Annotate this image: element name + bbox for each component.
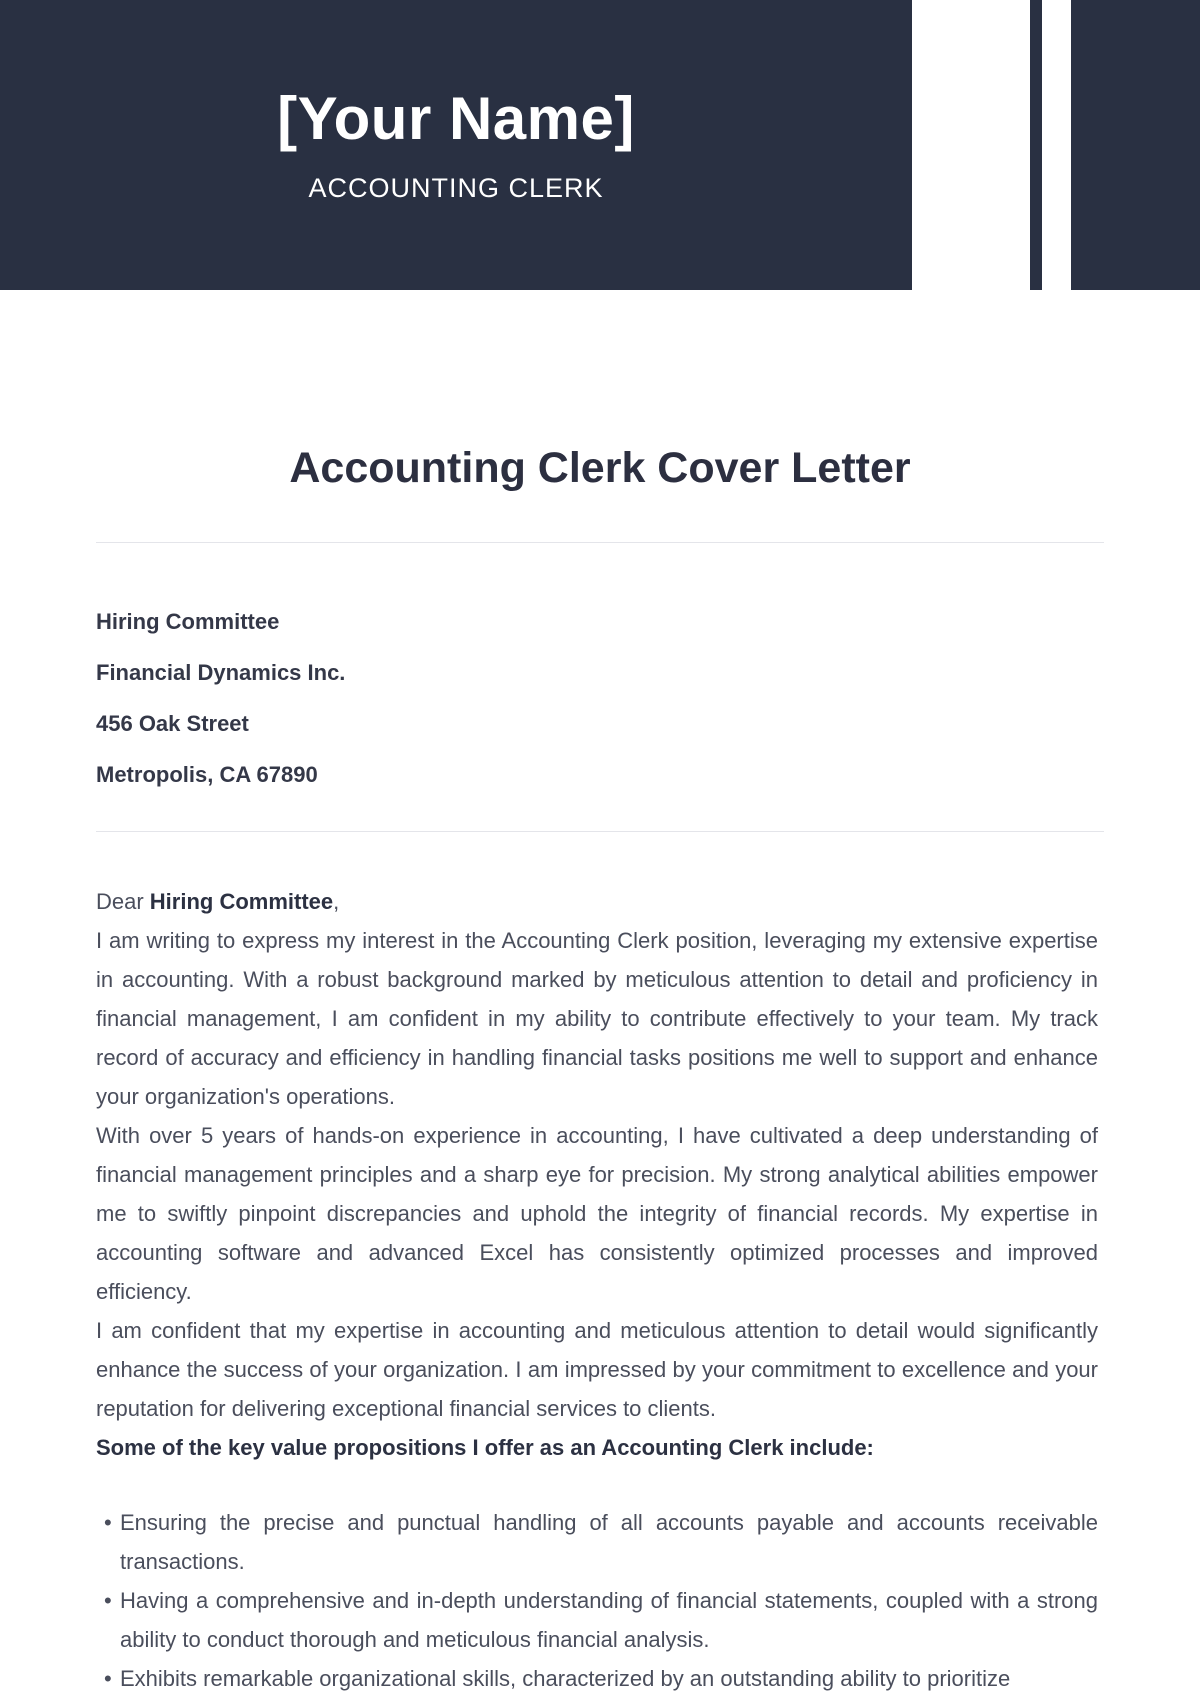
recipient-company: Financial Dynamics Inc.	[96, 660, 346, 685]
letter-body	[96, 882, 1098, 1698]
salutation	[96, 882, 1098, 921]
salutation-suffix: ,	[333, 889, 340, 914]
job-title: ACCOUNTING CLERK	[308, 173, 604, 203]
divider-top	[96, 542, 1104, 543]
decorative-stripe-wide	[1071, 0, 1200, 290]
list-item-text: Ensuring the precise and punctual handling of all accounts payable and accounts receivable transactions.	[120, 1510, 1098, 1574]
list-item-text: Having a comprehensive and in-depth understanding of financial statements, coupled with a strong ability to conduct thorough and meticulous financial analysis.	[120, 1588, 1098, 1652]
paragraph-intro: I am writing to express my interest in the Accounting Clerk position, leveraging my extensive expertise in accounting. With a robust background marked by meticulous attention to detail and proficiency in financial management, I am confident in my ability to contribute effectively to your team. My track record of accuracy and efficiency in handling financial tasks positions me well to support and enhance your organization's operations.	[96, 928, 1098, 1109]
paragraph-confidence: I am confident that my expertise in accounting and meticulous attention to detail would significantly enhance the success of your organization. I am impressed by your commitment to excellence and your reputation for delivering exceptional financial services to clients.	[96, 1318, 1098, 1421]
applicant-name: [Your Name]	[277, 85, 635, 152]
bullet-icon: •	[104, 1666, 112, 1691]
list-item	[96, 1659, 1098, 1698]
salutation-prefix: Dear	[96, 889, 150, 914]
recipient-city: Metropolis, CA 67890	[96, 762, 318, 787]
header-banner	[0, 0, 912, 290]
document-title: Accounting Clerk Cover Letter	[289, 444, 911, 492]
list-item	[96, 1581, 1098, 1659]
bullet-icon: •	[104, 1510, 112, 1535]
value-propositions-lead: Some of the key value propositions I offer as an Accounting Clerk include:	[96, 1435, 874, 1460]
divider-bottom	[96, 831, 1104, 832]
decorative-stripe-thin	[1030, 0, 1042, 290]
recipient-name: Hiring Committee	[96, 609, 280, 634]
list-item	[96, 1503, 1098, 1581]
list-item-text: Exhibits remarkable organizational skills, characterized by an outstanding ability to prioritize	[120, 1666, 1011, 1691]
recipient-address	[96, 596, 996, 800]
recipient-street: 456 Oak Street	[96, 711, 249, 736]
bullet-icon: •	[104, 1588, 112, 1613]
salutation-name: Hiring Committee	[149, 889, 334, 914]
value-propositions-list	[96, 1503, 1098, 1698]
paragraph-experience: With over 5 years of hands-on experience in accounting, I have cultivated a deep understanding of financial management principles and a sharp eye for precision. My strong analytical abilities empower me to swiftly pinpoint discrepancies and uphold the integrity of financial records. My expertise in accounting software and advanced Excel has consistently optimized processes and improved efficiency.	[96, 1123, 1098, 1304]
